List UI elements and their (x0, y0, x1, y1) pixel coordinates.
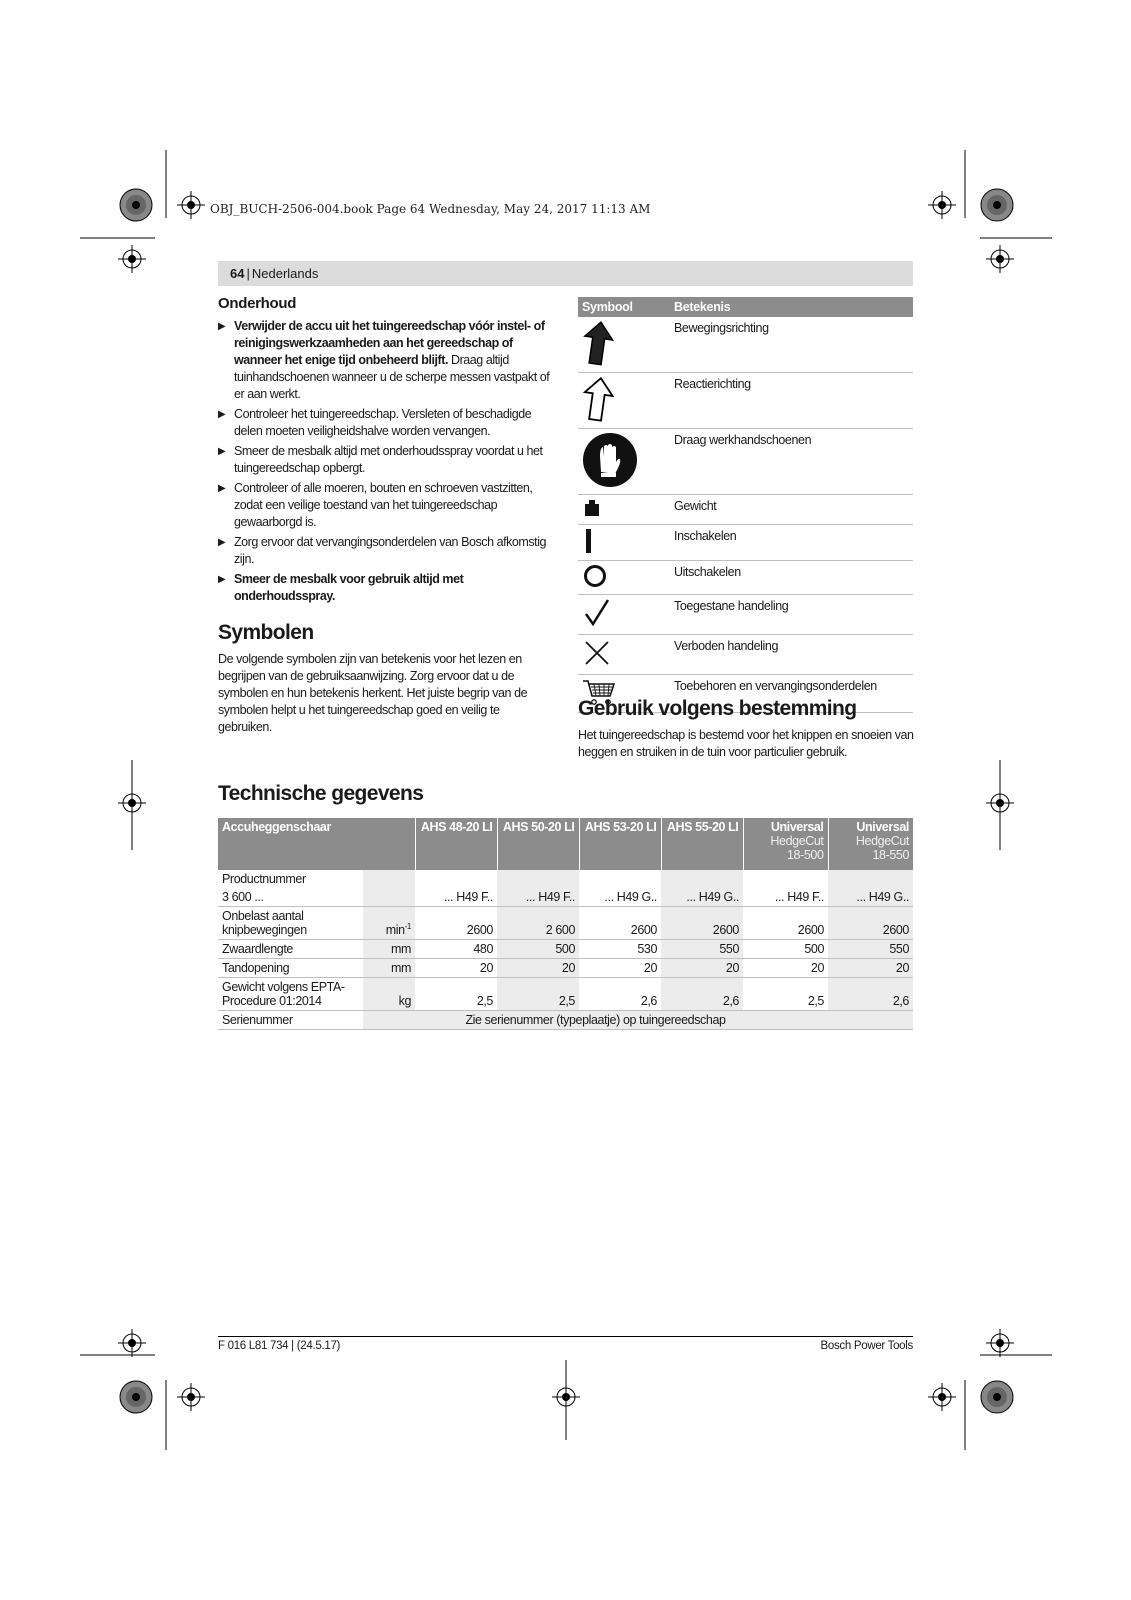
table-cell: 2600 (743, 907, 828, 940)
model-sub1: HedgeCut (855, 834, 909, 848)
list-item (218, 406, 553, 440)
model-header (743, 818, 828, 870)
model-name: Universal (770, 820, 824, 834)
bullet-bold-text: Smeer de mesbalk voor gebruik altijd met onderhoudsspray. (234, 572, 464, 603)
check-icon (578, 595, 670, 635)
header-separator: | (246, 266, 250, 281)
symbol-column-header: Symbool (578, 297, 670, 317)
table-cell: 2 600 (497, 907, 579, 940)
table-cell: 2600 (579, 907, 661, 940)
table-cell (743, 870, 828, 888)
symbol-meaning: Draag werkhandschoenen (670, 429, 913, 495)
model-name: AHS 55-20 LI (666, 820, 739, 834)
page-header-bar (218, 261, 913, 286)
table-row (578, 373, 913, 429)
wear-gloves-icon (578, 429, 670, 495)
table-cell (497, 870, 579, 888)
switch-off-icon (578, 561, 670, 595)
table-cell: 2,6 (579, 978, 661, 1011)
table-cell: 530 (579, 940, 661, 959)
table-cell: 2600 (828, 907, 913, 940)
table-cell: 20 (579, 959, 661, 978)
symbol-meaning: Gewicht (670, 495, 913, 525)
model-header (828, 818, 913, 870)
bullet-text: Controleer het tuingereedschap. Versleten of beschadigde delen moeten veiligheidshalve worden vervangen. (234, 407, 532, 438)
table-cell: 2600 (661, 907, 743, 940)
table-cell: 2,6 (661, 978, 743, 1011)
table-cell: ... H49 F.. (415, 888, 497, 907)
symbol-meaning: Verboden handeling (670, 635, 913, 675)
table-cell: 20 (743, 959, 828, 978)
model-name: AHS 53-20 LI (584, 820, 657, 834)
symbolen-text: De volgende symbolen zijn van betekenis voor het lezen en begrijpen van de gebruiksaanwijzing. Zorg ervoor dat u de symbolen en hun betekenis herkent. Het juiste begrip van de symbolen helpt u het tuingereedschap goed en veilig te gebruiken. (218, 652, 528, 734)
list-item (218, 534, 553, 568)
table-cell: 20 (661, 959, 743, 978)
symbol-meaning: Uitschakelen (670, 561, 913, 595)
header-first-cell: Accuheggenschaar (218, 818, 415, 870)
list-item (218, 480, 553, 531)
list-item (218, 443, 553, 477)
table-cell: ... H49 G.. (828, 888, 913, 907)
cross-icon (578, 635, 670, 675)
table-row (578, 495, 913, 525)
model-sub2: 18-500 (786, 848, 824, 862)
table-cell (579, 870, 661, 888)
footer-right: Bosch Power Tools (820, 1340, 913, 1352)
model-header (497, 818, 579, 870)
symbol-meaning: Reactierichting (670, 373, 913, 429)
row-label: Tandopening (218, 959, 363, 978)
table-cell: 2,5 (415, 978, 497, 1011)
technical-data-table (218, 818, 913, 1030)
gebruik-section (578, 697, 918, 761)
meaning-column-header: Betekenis (670, 297, 913, 317)
bullet-bold-text: Verwijder de accu uit het tuingereedschap vóór instel- of reinigingswerkzaamheden aan het gereedschap of wanneer het enige tijd onbeheerd blijft. (234, 319, 545, 367)
table-cell: 480 (415, 940, 497, 959)
table-cell (415, 870, 497, 888)
bullet-text: Smeer de mesbalk altijd met onderhoudsspray voordat u het tuingereedschap opbergt. (234, 444, 543, 475)
reaction-direction-arrow-icon (578, 373, 670, 429)
table-cell: ... H49 G.. (661, 888, 743, 907)
serial-text: Zie serienummer (typeplaatje) op tuingereedschap (363, 1011, 828, 1030)
gebruik-text: Het tuingereedschap is bestemd voor het knippen en snoeien van heggen en struiken in de tuin voor particulier gebruik. (578, 728, 914, 759)
table-cell: 500 (497, 940, 579, 959)
row-unit-superscript: -1 (404, 921, 411, 931)
table-cell (828, 1011, 913, 1030)
table-row (218, 1011, 913, 1030)
symbol-table (578, 297, 913, 713)
weight-icon (578, 495, 670, 525)
row-label: Onbelast aantal knipbewegingen (218, 907, 363, 940)
list-item (218, 571, 553, 605)
row-label: Productnummer (222, 872, 306, 886)
table-row (218, 870, 913, 888)
bullet-text: Draag altijd tuinhandschoenen wanneer u de scherpe messen vastpakt of er aan werkt. (234, 353, 550, 401)
page-number: 64 (230, 266, 245, 281)
model-name: Universal (856, 820, 909, 834)
model-header (415, 818, 497, 870)
table-row (578, 429, 913, 495)
switch-on-icon (578, 525, 670, 561)
symbol-meaning: Bewegingsrichting (670, 317, 913, 373)
onderhoud-list (218, 318, 553, 605)
table-cell: 550 (661, 940, 743, 959)
row-unit (363, 959, 415, 978)
row-unit (363, 888, 415, 907)
table-cell: 2,6 (828, 978, 913, 1011)
technical-table-body (218, 870, 913, 1030)
row-unit (363, 870, 415, 888)
left-column (218, 295, 553, 736)
row-label: Gewicht volgens EPTA-Procedure 01:2014 (218, 978, 363, 1011)
table-cell: 2,5 (743, 978, 828, 1011)
row-label: 3 600 ... (218, 888, 363, 907)
row-unit-text: min (385, 923, 405, 937)
table-cell: 20 (828, 959, 913, 978)
technische-title: Technische gegevens (218, 782, 424, 805)
symbol-meaning: Toebehoren en vervangingsonderdelen (670, 675, 913, 713)
row-unit (363, 940, 415, 959)
model-sub1: HedgeCut (770, 834, 824, 848)
table-row (218, 940, 913, 959)
model-sub2: 18-550 (872, 848, 909, 862)
symbol-table-header (578, 297, 913, 317)
row-label: Zwaardlengte (218, 940, 363, 959)
symbol-meaning: Inschakelen (670, 525, 913, 561)
table-cell: 2600 (415, 907, 497, 940)
bullet-text: Controleer of alle moeren, bouten en schroeven vastzitten, zodat een veilige toestand van het tuingereedschap gewaarborgd is. (234, 481, 533, 529)
table-row (578, 317, 913, 373)
symbol-meaning: Toegestane handeling (670, 595, 913, 635)
bullet-text: Zorg ervoor dat vervangingsonderdelen van Bosch afkomstig zijn. (234, 535, 547, 566)
model-header (661, 818, 743, 870)
row-unit (363, 978, 415, 1011)
table-cell: 2,5 (497, 978, 579, 1011)
gebruik-title: Gebruik volgens bestemming (578, 697, 857, 720)
table-cell: 550 (828, 940, 913, 959)
table-cell: 500 (743, 940, 828, 959)
footer-rule (218, 1336, 913, 1337)
print-slug-line: OBJ_BUCH-2506-004.book Page 64 Wednesday, May 24, 2017 11:13 AM (210, 202, 651, 216)
model-name: AHS 48-20 LI (420, 820, 493, 834)
movement-direction-arrow-icon (578, 317, 670, 373)
row-unit-text: mm (390, 942, 411, 956)
table-cell: ... H49 G.. (579, 888, 661, 907)
technical-table-header (218, 818, 913, 870)
footer-left: F 016 L81 734 | (24.5.17) (218, 1340, 341, 1352)
row-label: Serienummer (218, 1011, 363, 1030)
onderhoud-title: Onderhoud (218, 295, 297, 312)
row-unit-text: mm (390, 961, 411, 975)
row-unit-text: kg (398, 994, 411, 1008)
table-row (578, 595, 913, 635)
table-cell: ... H49 F.. (497, 888, 579, 907)
table-cell (661, 870, 743, 888)
table-row (218, 907, 913, 940)
table-cell: 20 (497, 959, 579, 978)
symbolen-title: Symbolen (218, 621, 314, 644)
table-cell: ... H49 F.. (743, 888, 828, 907)
model-header (579, 818, 661, 870)
table-row (218, 888, 913, 907)
model-name: AHS 50-20 LI (502, 820, 575, 834)
table-row (578, 561, 913, 595)
table-cell (828, 870, 913, 888)
table-row (218, 978, 913, 1011)
list-item (218, 318, 553, 403)
row-unit (363, 907, 415, 940)
table-row (578, 525, 913, 561)
table-cell: 20 (415, 959, 497, 978)
table-row (578, 635, 913, 675)
table-row (218, 959, 913, 978)
header-language: Nederlands (251, 266, 319, 281)
